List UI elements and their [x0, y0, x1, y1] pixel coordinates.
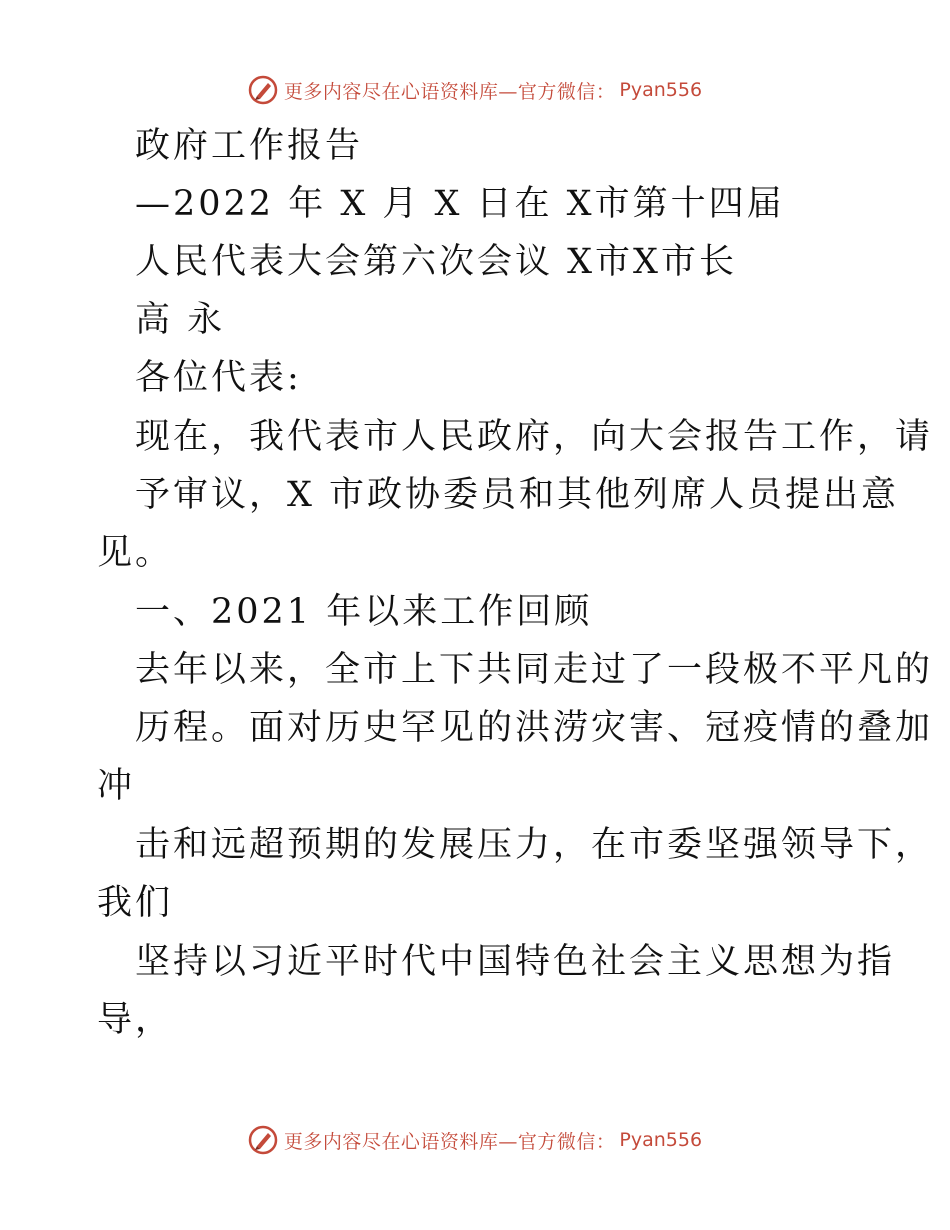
paragraph-line: 历程。面对历史罕见的洪涝灾害、冠疫情的叠加 — [135, 708, 934, 748]
pen-logo-icon — [248, 75, 278, 105]
paragraph-line: 予审议，X 市政协委员和其他列席人员提出意 — [135, 475, 900, 515]
paragraph-line: 去年以来，全市上下共同走过了一段极不平凡的 — [135, 650, 934, 690]
paragraph-line: 现在，我代表市人民政府，向大会报告工作，请 — [135, 417, 934, 457]
pen-logo-icon — [248, 1125, 278, 1155]
paragraph-line: 冲 — [97, 766, 136, 806]
footer-watermark — [0, 1120, 950, 1160]
doc-title: 政府工作报告 — [135, 126, 364, 166]
paragraph-line: 导， — [97, 1000, 174, 1040]
watermark-wechat-id: Pyan556 — [619, 1129, 703, 1151]
doc-salutation: 各位代表: — [135, 358, 302, 398]
paragraph-line: 击和远超预期的发展压力，在市委坚强领导下， — [135, 825, 934, 865]
watermark-text: 更多内容尽在心语资料库—官方微信： — [283, 80, 616, 103]
doc-subtitle-line-1: —2022 年 X 月 X 日在 X市第十四届 — [135, 184, 785, 224]
doc-author: 高 永 — [135, 300, 226, 340]
paragraph-line: 我们 — [97, 883, 174, 923]
doc-subtitle-line-2: 人民代表大会第六次会议 X市X市长 — [135, 242, 737, 282]
watermark-text: 更多内容尽在心语资料库—官方微信： — [283, 1130, 616, 1153]
header-watermark — [0, 70, 950, 110]
paragraph-line: 坚持以习近平时代中国特色社会主义思想为指 — [135, 942, 896, 982]
section-heading: 一、2021 年以来工作回顾 — [135, 592, 593, 632]
paragraph-line: 见。 — [97, 533, 174, 573]
watermark-wechat-id: Pyan556 — [619, 79, 703, 101]
